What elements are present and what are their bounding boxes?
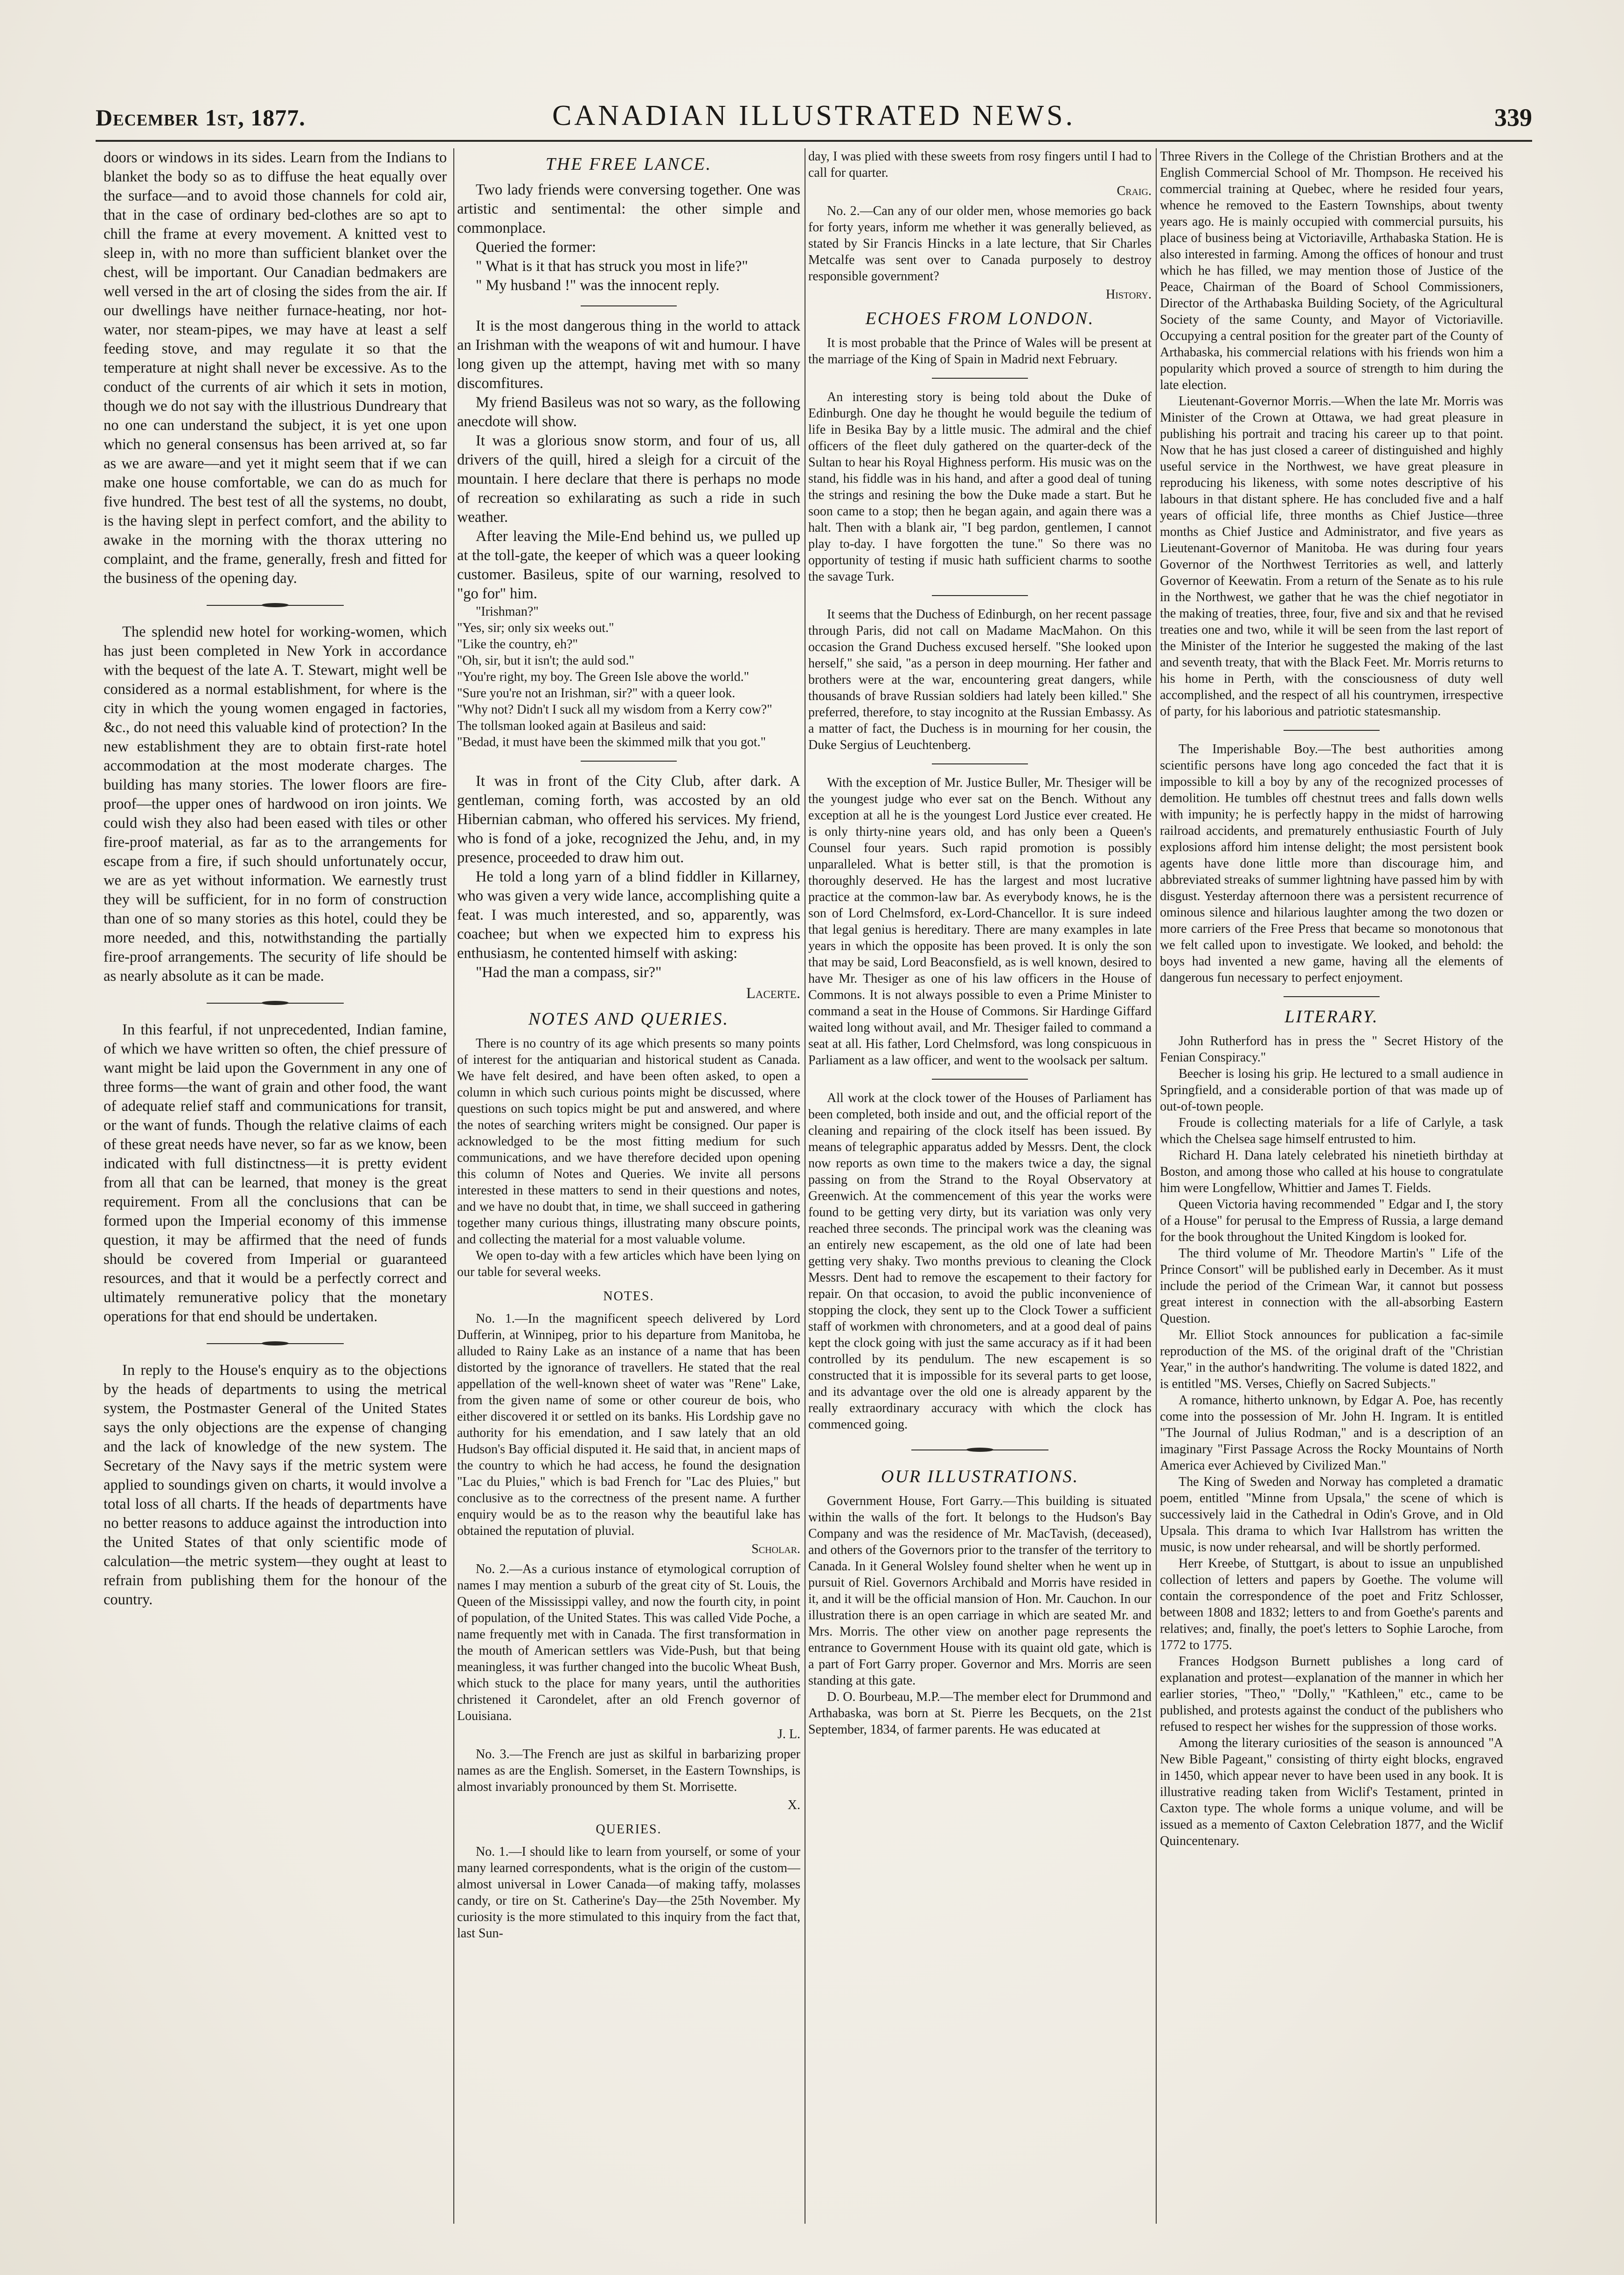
article-paragraph: He told a long yarn of a blind fiddler in Killarney, who was given a very wide lance, accomplishing quite a feat. I was much interested, and so, apparently, was coachee; but when we expected him to express his enthusiasm, he contented himself with asking: <box>457 868 800 962</box>
section-separator <box>104 1339 447 1349</box>
article-paragraph: No. 2.—As a curious instance of etymological corruption of names I may mention a suburb of the great city of St. Louis, the Queen of the Mississippi valley, and now the fourth city, in point of population, of the United States. This was called Vide Poche, a name frequently met with in Canada. The first transformation in the mouth of American settlers was Vide-Push, but that being meaningless, it was further changed into the bucolic Wheat Bush, which stuck to the place for many years, until the authorities christened it Carondelet, after an old French governor of Louisiana. <box>457 1562 800 1723</box>
article-paragraph: " What is it that has struck you most in life?" <box>476 258 748 275</box>
signature: Scholar. <box>751 1542 800 1556</box>
article-paragraph: No. 1.—In the magnificent speech delivered by Lord Dufferin, at Winnipeg, prior to his departure from Manitoba, he alluded to Rainy Lake as an instance of a name that has been distorted by the ignorance of travellers. He stated that the real appellation of the well-known sheet of water was "Rene" Lake, from the given name of some or other coureur de bois, who either discovered it or settled on its banks. His Lordship gave no authority for his emendation, and I saw lately that an old Hudson's Bay official disputed it. He said that, in ancient maps of the country to which he had access, he found the designation "Lac du Pluies," which is bad French for "Lac des Pluies," but conclusive as to the correctness of the present name. A further enquiry would be as to the reason why the beautiful lake has obtained the reputation of pluvial. <box>457 1311 800 1538</box>
article-paragraph: day, I was plied with these sweets from rosy fingers until I had to call for quarter. <box>808 149 1152 180</box>
literary-note: A romance, hitherto unknown, by Edgar A. Poe, has recently come into the possession of Mr. John H. Ingram. It is entitled "The Journal of Julius Rodman," and is a description of an imaginary "First Passage Across the Rocky Mountains of North America ever Achieved by Civilized Man." <box>1160 1393 1503 1473</box>
article-paragraph: It is most probable that the Prince of Wales will be present at the marriage of the King of Spain in Madrid next February. <box>808 336 1152 367</box>
section-separator <box>104 998 447 1008</box>
article-paragraph: Three Rivers in the College of the Christian Brothers and at the English Commercial School of Mr. Thompson. He received his commercial training at Quebec, where he resided four years, whence he removed to the Eastern Townships, about twenty years ago. He is mainly occupied with commercial pursuits, his place of business being at Victoriaville, Arthabaska Station. He is also interested in farming. Among the offices of honour and trust which he has filled, we may mention those of Justice of the Peace, Chairman of the Board of School Commissioners, Director of the Arthabaska Building Society, of the Agricultural Society of the same County, and Mayor of Victoriaville. Occupying a central position for the greater part of the County of Arthabaska, his commercial relations with his friends won him a popularity which proved a source of strength to him during the late election. <box>1160 149 1503 392</box>
short-rule <box>581 305 677 306</box>
article-paragraph: "Had the man a compass, sir?" <box>476 964 662 981</box>
signature: X. <box>787 1798 800 1812</box>
signature: J. L. <box>777 1727 800 1741</box>
article-paragraph: In this fearful, if not unprecedented, Indian famine, of which we have written so often, the chief pressure of want might be laid upon the Government in any one of three forms—the want of grain and other food, the want of adequate relief staff and communications for transit, or the want of funds. Though the relative claims of each of these great needs have never, so far as we know, been indicated with full distinctness—it is pretty evident from all that can be learned, that money is the great requirement. From all the conclusions that can be formed upon the Imperial economy of this immense question, it may be affirmed that the need of funds should be covered from Imperial or guaranteed resources, and that it would be a perfectly correct and ultimately remunerative policy that the monetary operations for that end should be undertaken. <box>104 1021 447 1325</box>
section-separator <box>104 600 447 610</box>
article-paragraph: The splendid new hotel for working-women, which has just been completed in New York in accordance with the bequest of the late A. T. Stewart, might well be considered as a normal establishment, for where is the city in which the young women engaged in factories, &c., do not need this valuable kind of protection? In the new establishment they are to obtain first-rate hotel accommodation at the most moderate charges. The building has many stories. The lower floors are fire-proof—the upper ones of hardwood on iron joints. We could wish they also had been eased with tiles or other fire-proof material, as far as to the arrangements for escape from a fire, if such should unfortunately occur, we are as yet without information. We earnestly trust they will be sufficient, for in no form of construction than one of so many stories as this hotel, could they be more needed, and this, notwithstanding the partially fire-proof arrangements. The security of life should be as nearly absolute as it can be made. <box>104 624 447 985</box>
signature: Craig. <box>1117 184 1152 198</box>
short-rule <box>932 1079 1028 1080</box>
short-rule <box>1284 730 1380 731</box>
article-paragraph: There is no country of its age which presents so many points of interest for the antiquarian and historical student as Canada. We have felt desired, and have been often asked, to open a column in which such curious points might be discussed, where questions on such topics might be put and answered, and where the notes of searching writers might be consigned. Our paper is acknowledged to be the most fitting medium for such communications, and we have therefore decided upon opening this column of Notes and Queries. We invite all persons interested in these matters to send in their questions and notes, and we have no doubt that, in time, we shall succeed in gathering together many curious things, illustrating many obscure points, and collecting the material for a most valuable volume. <box>457 1036 800 1247</box>
short-rule <box>932 595 1028 596</box>
newspaper-title: CANADIAN ILLUSTRATED NEWS. <box>552 100 1076 132</box>
article-paragraph: It is the most dangerous thing in the world to attack an Irishman with the weapons of wit and humour. I have long given up the attempt, having met with so many discomfitures. <box>457 318 800 392</box>
article-paragraph: After leaving the Mile-End behind us, we pulled up at the toll-gate, the keeper of which was a queer looking customer. Basileus, spite of our warning, resolved to "go for" him. <box>457 528 800 602</box>
article-paragraph: It was a glorious snow storm, and four of us, all drivers of the quill, hired a sleigh for a circuit of the mountain. I here declare that there is perhaps no mode of recreation so exhilarating as such a ride in such weather. <box>457 432 800 526</box>
article-paragraph: No. 3.—The French are just as skilful in barbarizing proper names as are the English. Somerset, in the Eastern Townships, is almost invariably pronounced by them St. Morrisette. <box>457 1747 800 1794</box>
section-heading-notes-queries: NOTES AND QUERIES. <box>528 1009 729 1029</box>
subheading-queries: QUERIES. <box>596 1822 662 1837</box>
dialogue-block: "Irishman?" "Yes, sir; only six weeks out." "Like the country, eh?" "Oh, sir, but it isn't; the auld sod." "You're right, my boy. The Green Isle above the world." "Sure you're not an Irishman, sir?" with a queer look. "Why not? Didn't I suck all my wisdom from a Kerry cow?" The tollsman looked again at Basileus and said: "Bedad, it must have been the skimmed milk that you got." <box>457 604 772 749</box>
literary-note: John Rutherford has in press the " Secret History of the Fenian Conspiracy." <box>1160 1034 1503 1065</box>
article-paragraph: Government House, Fort Garry.—This building is situated within the walls of the fort. It belongs to the Hudson's Bay Company and was the residence of Mr. MacTavish, (deceased), and others of the Governors prior to the transfer of the territory to Canada. In it General Wolsley found shelter when he went up in pursuit of Riel. Governors Archibald and Morris have resided in it, and it will be the official mansion of Hon. Mr. Cauchon. In our illustration there is an open carriage in which are seated Mr. and Mrs. Morris. The other view on another page represents the entrance to Government House with its quaint old gate, which is a part of Fort Garry proper. Governor and Mrs. Morris are seen standing at this gate. <box>808 1494 1152 1688</box>
literary-note: Among the literary curiosities of the season is announced "A New Bible Pageant," consisting of thirty eight blocks, engraved in 1450, which appear never to have been used in any book. It is illustrative reading taken from Wiclif's Testament, printed in Caxton type. The whole forms a unique volume, and will be issued as a memento of Caxton Celebration 1877, and the Wiclif Quincentenary. <box>1160 1736 1503 1848</box>
column-rule <box>1156 148 1157 2224</box>
subheading-notes: NOTES. <box>603 1289 654 1304</box>
article-paragraph: In reply to the House's enquiry as to the objections by the heads of departments to using the metrical system, the Postmaster General of the United States says the only objections are the expense of changing and the lack of knowledge of the new system. The Secretary of the Navy says if the metric system were applied to soundings given on charts, it would involve a total loss of all charts. If the heads of departments have no better reasons to adduce against the introduction into the United States of that only scientific mode of calculation—the metric system—they ought at least to refrain from publishing them for the honour of the country. <box>104 1362 447 1608</box>
article-paragraph: An interesting story is being told about the Duke of Edinburgh. One day he thought he would beguile the tedium of life in Besika Bay by a little music. The admiral and the chief officers of the fleet duly gathered on the quarter-deck of the Sultan to hear his Royal Highness perform. His music was on the stand, his fiddle was in his hand, and after a good deal of tuning the strings and resining the bow the Duke made a start. But he soon came to a stop; then he began again, and again there was a halt. Then with a blank air, "I beg pardon, gentlemen, I cannot play to-day. I have forgotten the tune." So there was no opportunity of testing if music hath sufficient charms to soothe the savage Turk. <box>808 390 1152 584</box>
article-paragraph: Queried the former: <box>476 239 597 256</box>
literary-note: The third volume of Mr. Theodore Martin's " Life of the Prince Consort" will be published early in December. As it must include the period of the Crimean War, it cannot but possess great interest in connection with the all-absorbing Eastern Question. <box>1160 1246 1503 1326</box>
article-paragraph: No. 1.—I should like to learn from yourself, or some of your many learned correspondents, what is the origin of the custom—almost universal in Lower Canada—of making taffy, molasses candy, or tire on St. Catherine's Day—the 25th November. My curiosity is the more stimulated to this inquiry from the fact that, last Sun- <box>457 1845 800 1941</box>
short-rule <box>932 763 1028 764</box>
column-2 <box>457 148 800 2224</box>
literary-note: Richard H. Dana lately celebrated his ninetieth birthday at Boston, and among those who called at his house to congratulate him were Longfellow, Whittier and James T. Fields. <box>1160 1148 1503 1195</box>
column-3 <box>808 148 1152 2224</box>
article-paragraph: D. O. Bourbeau, M.P.—The member elect for Drummond and Arthabaska, was born at St. Pierre les Becquets, on the 21st September, 1834, of farmer parents. He was educated at <box>808 1690 1152 1737</box>
article-paragraph: It was in front of the City Club, after dark. A gentleman, coming forth, was accosted by an old Hibernian cabman, who offered his services. My friend, who is fond of a joke, recognized the Jehu, and, in my presence, proceeded to draw him out. <box>457 773 800 866</box>
section-separator <box>808 1445 1152 1455</box>
masthead <box>96 96 1532 142</box>
column-1 <box>104 148 447 2224</box>
literary-note: Herr Kreebe, of Stuttgart, is about to issue an unpublished collection of letters and papers by Goethe. The volume will contain the correspondence of the poet and Fritz Schlosser, between 1808 and 1832; letters to and from Goethe's parents and relatives; and, finally, the poet's letters to Sophie Laroche, from 1772 to 1775. <box>1160 1556 1503 1652</box>
short-rule <box>1284 996 1380 997</box>
column-rule <box>453 148 454 2224</box>
article-paragraph: Two lady friends were conversing together. One was artistic and sentimental: the other simple and commonplace. <box>457 181 800 236</box>
issue-date: December 1st, 1877. <box>96 104 305 131</box>
article-paragraph: With the exception of Mr. Justice Buller, Mr. Thesiger will be the youngest judge who ever sat on the Bench. Without any exception at all he is the youngest Lord Justice ever created. He is only thirty-nine years old, and has only been a Queen's Counsel four years. Such rapid promotion is possibly unparalleled. What is better still, is that the promotion is thoroughly deserved. He has the largest and most lucrative practice at the common-law bar. As everybody knows, he is the son of Lord Chelmsford, ex-Lord-Chancellor. It is sure indeed that legal genius is hereditary. There are many examples in late years in which the opposite has been proved. It is only the son that may be said, Lord Beaconsfield, as is well known, desired to have Mr. Thesiger as one of his law officers in the House of Commons. It is not always possible to even a Prime Minister to command a seat in the House of Commons. Sir Hardinge Giffard waited long without avail, and Mr. Thesiger failed to command a seat at all. His father, Lord Chelmsford, was long conspicuous in Parliament as a law officer, and went to the woolsack per saltum. <box>808 776 1152 1068</box>
section-heading-echoes: ECHOES FROM LONDON. <box>865 309 1095 328</box>
literary-note: Queen Victoria having recommended " Edgar and I, the story of a House" for perusal to the Empress of Russia, a large demand for the book throughout the United Kingdom is looked for. <box>1160 1197 1503 1244</box>
page-number: 339 <box>1494 104 1532 132</box>
section-heading-illustrations: OUR ILLUSTRATIONS. <box>881 1467 1079 1486</box>
article-paragraph: " My husband !" was the innocent reply. <box>476 277 720 294</box>
article-paragraph: All work at the clock tower of the Houses of Parliament has been completed, both inside and out, and the official report of the cleaning and repairing of the clock itself has been issued. By means of telegraphic apparatus added by Messrs. Dent, the clock now reports as own time to the makers twice a day, the signal passing on from the Strand to the Royal Observatory at Greenwich. At the commencement of this year the works were found to be getting very dirty, but its variation was only very reached three seconds. The principal work was the cleaning was an entirely new escapement, as the old one of late had been getting very shaky. Two months previous to cleaning the Clock Messrs. Dent had to remove the escapement to their factory for repair. On that occasion, to avoid the public inconvenience of stopping the clock, they sent up to the Clock Tower a sufficient staff of workmen with chronometers, and at a good deal of pains kept the clock going with just the same accuracy as if it had been controlled by its pendulum. The new escapement is so constructed that it is impossible for its several parts to get loose, and its advantage over the old one is already apparent by the really extraordinary accuracy with which the clock has commenced going. <box>808 1091 1152 1432</box>
masthead-rule <box>96 140 1532 142</box>
literary-note: Frances Hodgson Burnett publishes a long card of explanation and protest—explanation of the manner in which her earlier stories, "Theo," "Dolly," "Kathleen," etc., came to be published, and protests against the conduct of the publishers who refused to respect her wishes for the suppression of those works. <box>1160 1654 1503 1734</box>
literary-note: Beecher is losing his grip. He lectured to a small audience in Springfield, and a considerable portion of that was made up of out-of-town people. <box>1160 1067 1503 1114</box>
literary-note: The King of Sweden and Norway has completed a dramatic poem, entitled "Minne from Upsala," the scene of which is successively laid in the Cathedral in Odin's Grove, and in Old Upsala. This drama to which Ivar Hallstrom has written the music, is now under rehearsal, and will be shortly performed. <box>1160 1475 1503 1554</box>
article-paragraph: doors or windows in its sides. Learn from the Indians to blanket the body so as to diffuse the heat equally over the surface—and to avoid those channels for cold air, that in the case of ordinary bed-clothes are so apt to chill the frame at every movement. A knitted vest to sleep in, with no more than sufficient blanket over the chest, will be important. Our Canadian bedmakers are well versed in the art of closing the sides from the air. If our dwellings have neither furnace-heating, nor hot-water, nor steam-pipes, we may have at least a self feeding stove, and may regulate it so that the temperature at night shall never be excessive. As to the conduct of the currents of air which it sets in motion, though we do not say with the illustrious Dundreary that no one can understand the subject, it is yet one upon which no general consensus has been arrived at, so far as we are aware—and yet it might seem that if we can make one house comfortable, we can do as much for five hundred. The best test of all the systems, no doubt, is the having slept in perfect comfort, and the ability to awake in the morning with the thorax uttering no complaint, and the frame, generally, fresh and fitted for the business of the opening day. <box>104 149 447 587</box>
short-rule <box>581 761 677 762</box>
section-heading-free-lance: THE FREE LANCE. <box>545 154 712 174</box>
article-paragraph: Lieutenant-Governor Morris.—When the late Mr. Morris was Minister of the Crown at Ottawa, we had great pleasure in publishing his portrait and tracing his career up to that point. Now that he has just closed a career of distinguished and highly useful service in the Northwest, we have great pleasure in reproducing his likeness, with some notes descriptive of his labours in that distant sphere. He has concluded five and a half years of official life, three months as Chief Justice—three months as Chief Justice and Administrator, and five years as Lieutenant-Governor of Manitoba. He was during four years Governor of the Northwest Territories as well, and latterly Governor of Keewatin. From a return of the Senate as to his rule in the Northwest, we gather that he was the chief negotiator in the making of treaties, three, four, five and six and that he revised treaties one and two, while it will be seen from the last report of the Minister of the Interior he suggested the making of the last and seventh treaty, that with the Black Feet. Mr. Morris returns to his home in Perth, with the consciousness of duty well accomplished, and the respect of all his countrymen, irrespective of party, for his laborious and patriotic statesmanship. <box>1160 394 1503 719</box>
literary-note: Mr. Elliot Stock announces for publication a fac-simile reproduction of the MS. of the original draft of the "Christian Year," in the author's handwriting. The volume is dated 1822, and is entitled "MS. Verses, Chiefly on Sacred Subjects." <box>1160 1328 1503 1391</box>
article-paragraph: My friend Basileus was not so wary, as the following anecdote will show. <box>457 394 800 430</box>
literary-note: Froude is collecting materials for a life of Carlyle, a task which the Chelsea sage himself entrusted to him. <box>1160 1116 1503 1146</box>
article-paragraph: We open to-day with a few articles which have been lying on our table for several weeks. <box>457 1248 800 1279</box>
section-heading-literary: LITERARY. <box>1284 1007 1379 1027</box>
article-paragraph: The Imperishable Boy.—The best authorities among scientific persons have long ago conceded the fact that it is impossible to kill a boy by any of the recognized processes of demolition. He tumbles off chestnut trees and falls down wells with impunity; he is perfectly happy in the midst of harrowing railroad accidents, and prematurely enthusiastic Fourth of July explosions afford him intense delight; the most persistent book agents have done little more than discourage him, and abbreviated streaks of summer lightning have passed him by with disgust. Yesterday afternoon there was a persistent recurrence of ominous silence and hilarious laughter among the two dozen or more carriers of the Free Press that became so monotonous that we felt called upon to investigate. We looked, and behold: the boys had invented a new game, having all the elements of dangerous fun necessary to perfect enjoyment. <box>1160 742 1503 985</box>
article-paragraph: No. 2.—Can any of our older men, whose memories go back for forty years, inform me whether it was generally believed, as stated by Sir Francis Hincks in a late lecture, that Sir Charles Metcalfe was sent over to Canada purposely to destroy responsible government? <box>808 204 1152 284</box>
article-paragraph: It seems that the Duchess of Edinburgh, on her recent passage through Paris, did not call on Madame MacMahon. On this occasion the Grand Duchess excused herself. "She looked upon herself," she said, "as a person in deep mourning. Her father and brothers were at the war, encountering great dangers, while thousands of brave Russian soldiers had lately been killed." She preferred, therefore, to stay incognito at the Russian Embassy. As a matter of fact, the Duchess is in mourning for her cousin, the Duke Sergius of Leuchtenberg. <box>808 607 1152 752</box>
signature: History. <box>1106 287 1152 302</box>
column-4 <box>1160 148 1503 2224</box>
signature: Lacerte. <box>746 985 800 1002</box>
short-rule <box>932 378 1028 379</box>
